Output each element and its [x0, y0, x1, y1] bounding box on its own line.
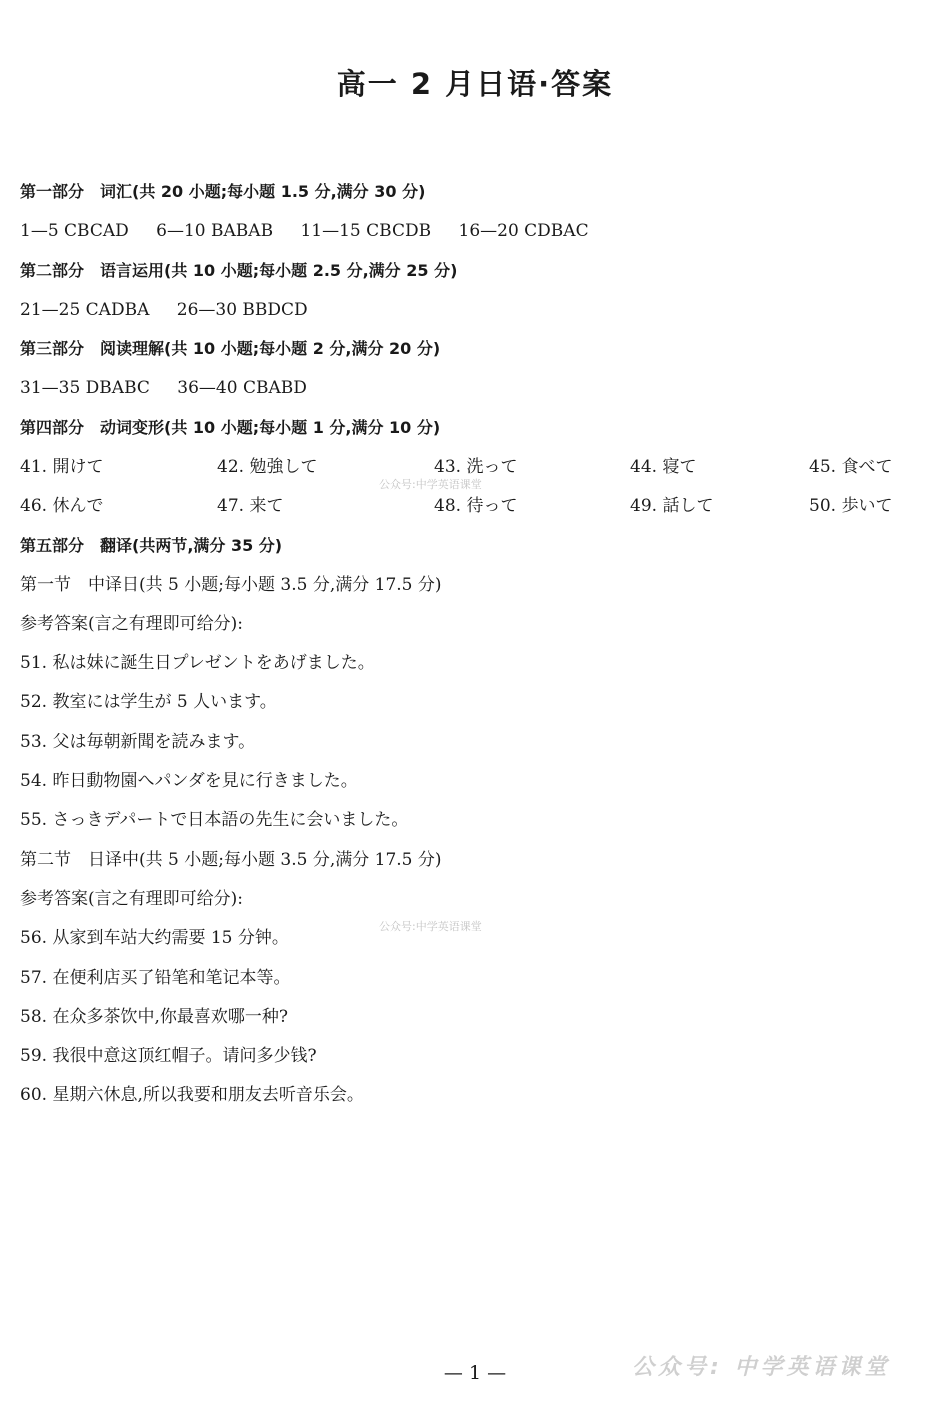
page-title: 高一 2 月日语·答案	[336, 67, 614, 101]
answer-group: 31—35 DBABC	[20, 378, 150, 398]
watermark-logo-text: 公众号: 中学英语课堂	[632, 1355, 891, 1380]
translation-answer: 60. 星期六休息,所以我要和朋友去听音乐会。	[20, 1085, 364, 1105]
part3-heading: 第三部分 阅读理解(共 10 小题;每小题 2 分,满分 20 分)	[20, 339, 441, 358]
translation-answer: 59. 我很中意这顶红帽子。请问多少钱?	[20, 1046, 317, 1066]
verb-answer: 47. 来て	[217, 496, 284, 516]
translation-answer: 51. 私は妹に誕生日プレゼントをあげました。	[20, 653, 375, 673]
part5-heading: 第五部分 翻译(共两节,满分 35 分)	[20, 536, 283, 555]
part1-answers	[20, 220, 589, 242]
section2-heading: 第二节 日译中(共 5 小题;每小题 3.5 分,满分 17.5 分)	[20, 850, 442, 870]
watermark-text: 公众号:中学英语课堂	[379, 920, 482, 933]
part2-heading: 第二部分 语言运用(共 10 小题;每小题 2.5 分,满分 25 分)	[20, 261, 458, 280]
part1-heading: 第一部分 词汇(共 20 小题;每小题 1.5 分,满分 30 分)	[20, 182, 426, 201]
verb-answer: 43. 洗って	[434, 457, 518, 477]
translation-answer: 55. さっきデパートで日本語の先生に会いました。	[20, 810, 409, 830]
verb-answer: 45. 食べて	[809, 457, 893, 477]
watermark-text: 公众号:中学英语课堂	[379, 478, 482, 491]
answer-group: 1—5 CBCAD	[20, 221, 129, 241]
verb-answer: 46. 休んで	[20, 496, 104, 516]
part2-answers	[20, 299, 308, 321]
verb-answer: 42. 勉強して	[217, 457, 318, 477]
answer-group: 26—30 BBDCD	[176, 300, 308, 320]
answer-group: 6—10 BABAB	[156, 221, 274, 241]
answer-group: 21—25 CADBA	[20, 300, 150, 320]
verb-answer: 41. 開けて	[20, 457, 104, 477]
answer-group: 36—40 CBABD	[177, 378, 307, 398]
verb-answer: 50. 歩いて	[809, 496, 893, 516]
answer-group: 11—15 CBCDB	[300, 221, 432, 241]
translation-answer: 54. 昨日動物園へパンダを見に行きました。	[20, 771, 358, 791]
section2-note: 参考答案(言之有理即可给分):	[20, 889, 243, 909]
section1-heading: 第一节 中译日(共 5 小题;每小题 3.5 分,满分 17.5 分)	[20, 575, 442, 595]
translation-answer: 56. 从家到车站大约需要 15 分钟。	[20, 928, 289, 948]
answer-group: 16—20 CDBAC	[458, 221, 589, 241]
verb-row-2	[20, 495, 920, 517]
translation-answer: 53. 父は毎朝新聞を読みます。	[20, 732, 256, 752]
verb-row-1	[20, 456, 920, 478]
part4-heading: 第四部分 动词变形(共 10 小题;每小题 1 分,满分 10 分)	[20, 418, 441, 437]
page-number: — 1 —	[443, 1362, 507, 1384]
translation-answer: 58. 在众多茶饮中,你最喜欢哪一种?	[20, 1007, 288, 1027]
verb-answer: 48. 待って	[434, 496, 518, 516]
verb-answer: 49. 話して	[630, 496, 714, 516]
translation-answer: 57. 在便利店买了铅笔和笔记本等。	[20, 968, 291, 988]
section1-note: 参考答案(言之有理即可给分):	[20, 614, 243, 634]
translation-answer: 52. 教室には学生が 5 人います。	[20, 692, 277, 712]
verb-answer: 44. 寝て	[630, 457, 697, 477]
part3-answers	[20, 377, 307, 399]
